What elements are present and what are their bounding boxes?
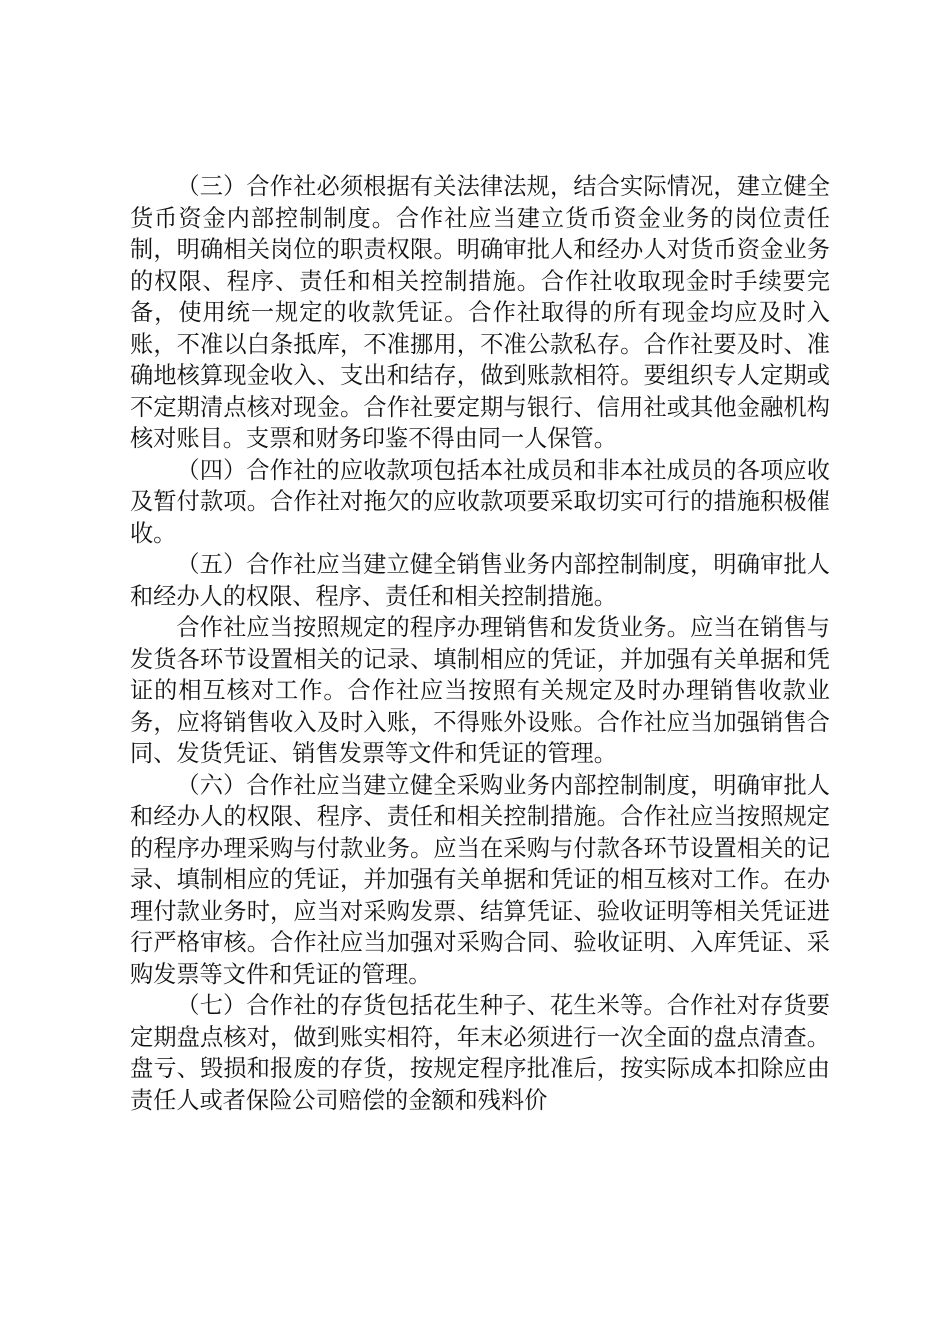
document-body	[130, 171, 830, 1116]
paragraph-4: （四）合作社的应收款项包括本社成员和非本社成员的各项应收及暂付款项。合作社对拖欠的应收款项要采取切实可行的措施积极催收。	[130, 456, 830, 547]
paragraph-5-continued: 合作社应当按照规定的程序办理销售和发货业务。应当在销售与发货各环节设置相关的记录、填制相应的凭证，并加强有关单据和凭证的相互核对工作。合作社应当按照有关规定及时办理销售收款业务，应将销售收入及时入账，不得账外设账。合作社应当加强销售合同、发货凭证、销售发票等文件和凭证的管理。	[130, 614, 830, 767]
paragraph-6: （六）合作社应当建立健全采购业务内部控制制度，明确审批人和经办人的权限、程序、责任和相关控制措施。合作社应当按照规定的程序办理采购与付款业务。应当在采购与付款各环节设置相关的记录、填制相应的凭证，并加强有关单据和凭证的相互核对工作。在办理付款业务时，应当对采购发票、结算凭证、验收证明等相关凭证进行严格审核。合作社应当加强对采购合同、验收证明、入库凭证、采购发票等文件和凭证的管理。	[130, 771, 830, 988]
paragraph-3: （三）合作社必须根据有关法律法规，结合实际情况，建立健全货币资金内部控制制度。合作社应当建立货币资金业务的岗位责任制，明确相关岗位的职责权限。明确审批人和经办人对货币资金业务的权限、程序、责任和相关控制措施。合作社收取现金时手续要完备，使用统一规定的收款凭证。合作社取得的所有现金均应及时入账，不准以白条抵库，不准挪用，不准公款私存。合作社要及时、准确地核算现金收入、支出和结存，做到账款相符。要组织专人定期或不定期清点核对现金。合作社要定期与银行、信用社或其他金融机构核对账目。支票和财务印鉴不得由同一人保管。	[130, 173, 830, 452]
paragraph-5: （五）合作社应当建立健全销售业务内部控制制度，明确审批人和经办人的权限、程序、责任和相关控制措施。	[130, 551, 830, 610]
paragraph-7: （七）合作社的存货包括花生种子、花生米等。合作社对存货要定期盘点核对，做到账实相符，年末必须进行一次全面的盘点清查。盘亏、毁损和报废的存货，按规定程序批准后，按实际成本扣除应由责任人或者保险公司赔偿的金额和残料价	[130, 992, 830, 1114]
